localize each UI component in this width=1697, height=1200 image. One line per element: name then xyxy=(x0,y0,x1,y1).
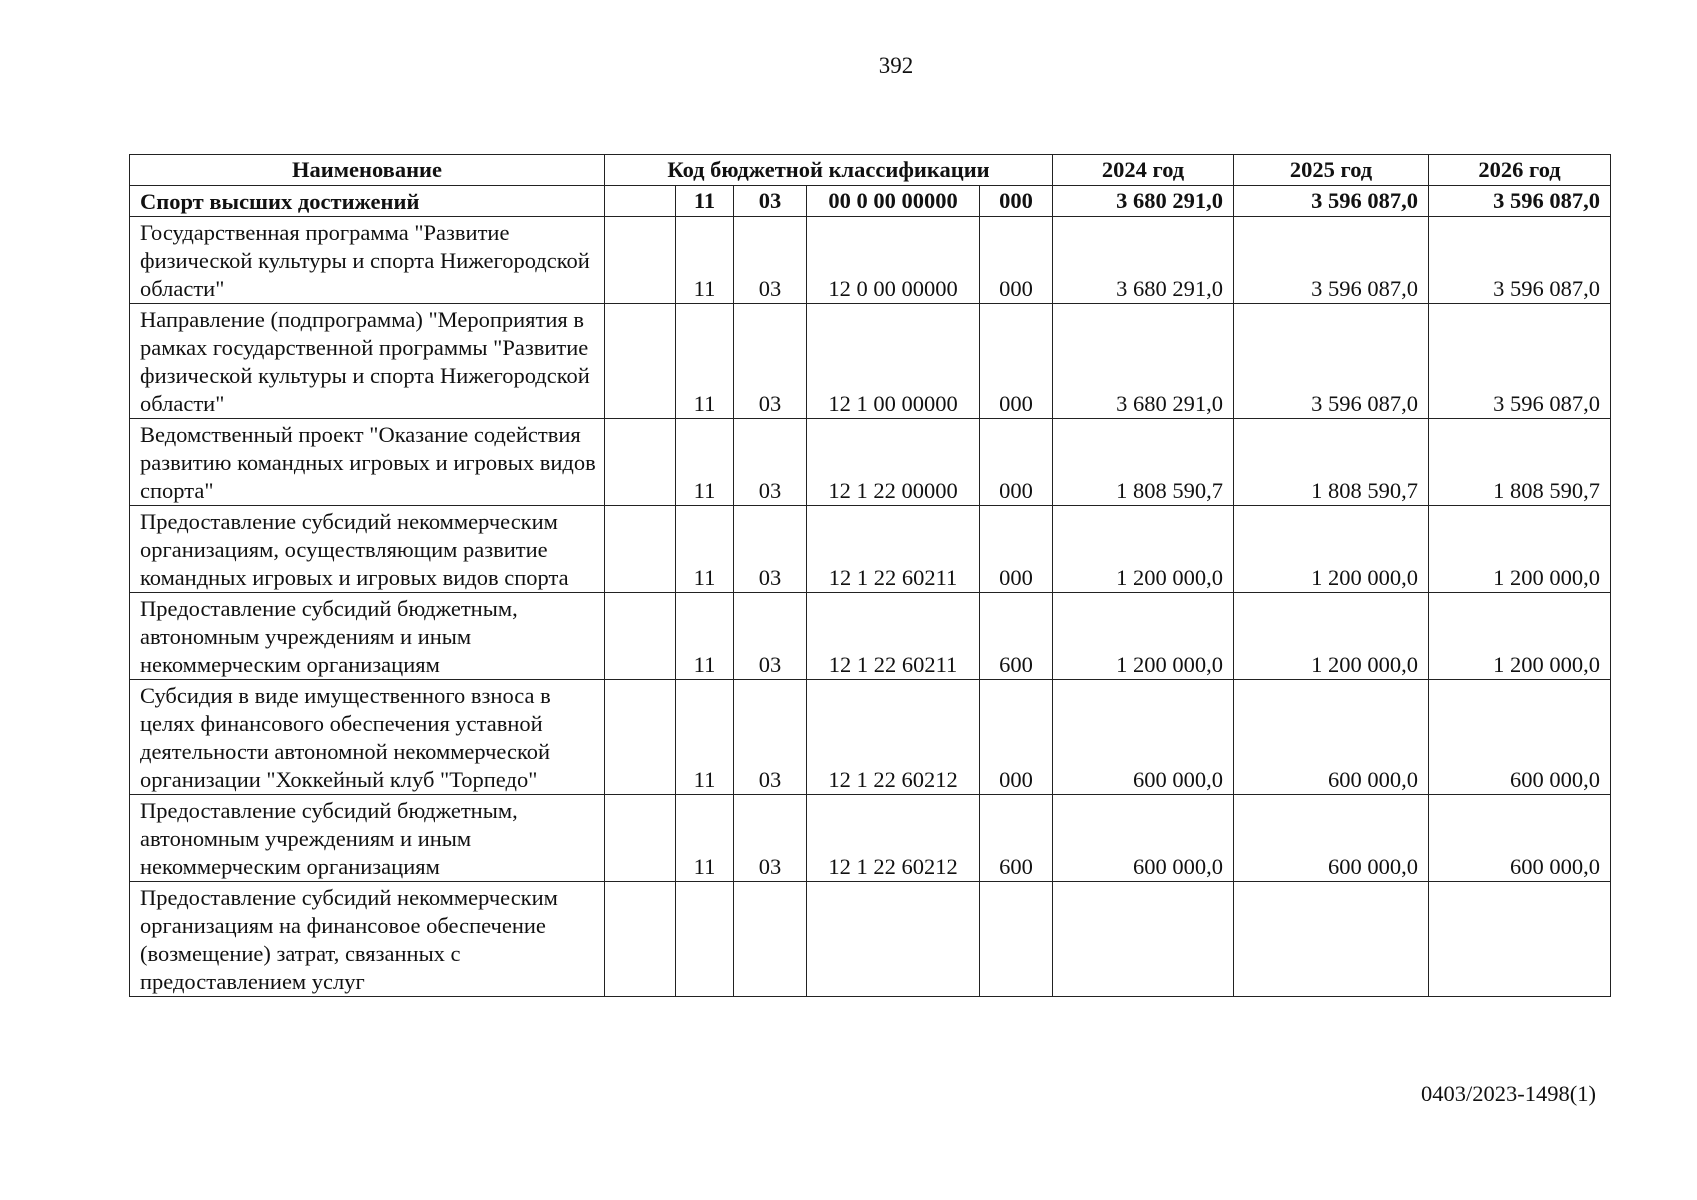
table-row xyxy=(130,186,1611,217)
row-code-target: 12 1 22 60212 xyxy=(807,680,980,795)
row-code-type: 000 xyxy=(980,186,1053,217)
row-code-target: 00 0 00 00000 xyxy=(807,186,980,217)
row-value-2025: 600 000,0 xyxy=(1234,795,1429,882)
row-code-section xyxy=(676,882,734,997)
row-code-type: 000 xyxy=(980,304,1053,419)
row-code-type: 000 xyxy=(980,217,1053,304)
row-value-2026: 3 596 087,0 xyxy=(1429,304,1611,419)
row-value-2025: 1 808 590,7 xyxy=(1234,419,1429,506)
row-code-blank xyxy=(605,186,676,217)
table-row xyxy=(130,795,1611,882)
row-value-2024: 600 000,0 xyxy=(1053,795,1234,882)
table-row xyxy=(130,217,1611,304)
row-code-subsection: 03 xyxy=(734,795,807,882)
row-code-subsection: 03 xyxy=(734,593,807,680)
row-value-2025: 3 596 087,0 xyxy=(1234,217,1429,304)
page-number: 392 xyxy=(878,53,914,78)
row-code-blank xyxy=(605,304,676,419)
row-name: Направление (подпрограмма) "Мероприятия в рамках государственной программы "Развитие физической культуры и спорта Нижегородской области" xyxy=(130,304,605,419)
row-name: Государственная программа "Развитие физической культуры и спорта Нижегородской области" xyxy=(130,217,605,304)
table-row xyxy=(130,419,1611,506)
row-code-target: 12 1 22 00000 xyxy=(807,419,980,506)
row-value-2026 xyxy=(1429,882,1611,997)
row-value-2025: 3 596 087,0 xyxy=(1234,304,1429,419)
table-row xyxy=(130,304,1611,419)
row-code-subsection: 03 xyxy=(734,186,807,217)
row-code-subsection: 03 xyxy=(734,680,807,795)
row-code-subsection: 03 xyxy=(734,419,807,506)
row-value-2026: 1 200 000,0 xyxy=(1429,593,1611,680)
row-value-2024: 1 200 000,0 xyxy=(1053,506,1234,593)
row-value-2024: 600 000,0 xyxy=(1053,680,1234,795)
row-value-2025: 1 200 000,0 xyxy=(1234,506,1429,593)
row-code-section: 11 xyxy=(676,795,734,882)
row-value-2025 xyxy=(1234,882,1429,997)
row-value-2026: 600 000,0 xyxy=(1429,795,1611,882)
header-2024: 2024 год xyxy=(1053,155,1234,186)
row-code-type: 600 xyxy=(980,795,1053,882)
row-code-target xyxy=(807,882,980,997)
row-code-blank xyxy=(605,680,676,795)
row-code-target: 12 1 22 60211 xyxy=(807,506,980,593)
row-name: Субсидия в виде имущественного взноса в целях финансового обеспечения уставной деятельности автономной некоммерческой организации "Хоккейный клуб "Торпедо" xyxy=(130,680,605,795)
row-code-section: 11 xyxy=(676,304,734,419)
row-value-2024: 3 680 291,0 xyxy=(1053,304,1234,419)
row-code-section: 11 xyxy=(676,506,734,593)
row-value-2024: 1 808 590,7 xyxy=(1053,419,1234,506)
row-value-2026: 1 808 590,7 xyxy=(1429,419,1611,506)
row-name: Предоставление субсидий бюджетным, автономным учреждениям и иным некоммерческим организациям xyxy=(130,593,605,680)
row-code-subsection: 03 xyxy=(734,217,807,304)
table-row xyxy=(130,680,1611,795)
row-value-2026: 3 596 087,0 xyxy=(1429,217,1611,304)
row-value-2025: 600 000,0 xyxy=(1234,680,1429,795)
table-header-row xyxy=(130,155,1611,186)
row-value-2024: 3 680 291,0 xyxy=(1053,186,1234,217)
header-2026: 2026 год xyxy=(1429,155,1611,186)
row-code-type: 000 xyxy=(980,680,1053,795)
row-code-blank xyxy=(605,506,676,593)
row-code-type: 000 xyxy=(980,419,1053,506)
row-code-subsection: 03 xyxy=(734,304,807,419)
row-name: Ведомственный проект "Оказание содействия развитию командных игровых и игровых видов спорта" xyxy=(130,419,605,506)
row-name: Предоставление субсидий некоммерческим организациям на финансовое обеспечение (возмещение) затрат, связанных с предоставлением услуг xyxy=(130,882,605,997)
row-value-2024: 1 200 000,0 xyxy=(1053,593,1234,680)
header-name: Наименование xyxy=(130,155,605,186)
table-row xyxy=(130,506,1611,593)
table-row xyxy=(130,593,1611,680)
row-code-section: 11 xyxy=(676,186,734,217)
row-code-target: 12 1 22 60211 xyxy=(807,593,980,680)
header-code: Код бюджетной классификации xyxy=(605,155,1053,186)
row-code-section: 11 xyxy=(676,217,734,304)
row-code-type: 600 xyxy=(980,593,1053,680)
row-code-section: 11 xyxy=(676,680,734,795)
row-name: Предоставление субсидий некоммерческим организациям, осуществляющим развитие командных игровых и игровых видов спорта xyxy=(130,506,605,593)
row-value-2026: 3 596 087,0 xyxy=(1429,186,1611,217)
row-value-2025: 3 596 087,0 xyxy=(1234,186,1429,217)
row-value-2026: 1 200 000,0 xyxy=(1429,506,1611,593)
row-code-type: 000 xyxy=(980,506,1053,593)
row-code-blank xyxy=(605,795,676,882)
document-number: 0403/2023-1498(1) xyxy=(1421,1081,1596,1106)
row-code-section: 11 xyxy=(676,593,734,680)
budget-table xyxy=(129,154,1611,997)
row-code-section: 11 xyxy=(676,419,734,506)
table-row xyxy=(130,882,1611,997)
row-code-blank xyxy=(605,217,676,304)
row-code-blank xyxy=(605,419,676,506)
row-code-target: 12 0 00 00000 xyxy=(807,217,980,304)
row-code-type xyxy=(980,882,1053,997)
header-2025: 2025 год xyxy=(1234,155,1429,186)
row-code-target: 12 1 00 00000 xyxy=(807,304,980,419)
row-code-blank xyxy=(605,882,676,997)
row-code-blank xyxy=(605,593,676,680)
row-name: Спорт высших достижений xyxy=(130,186,605,217)
row-code-subsection xyxy=(734,882,807,997)
row-value-2024: 3 680 291,0 xyxy=(1053,217,1234,304)
row-code-subsection: 03 xyxy=(734,506,807,593)
row-value-2026: 600 000,0 xyxy=(1429,680,1611,795)
row-value-2024 xyxy=(1053,882,1234,997)
row-name: Предоставление субсидий бюджетным, автономным учреждениям и иным некоммерческим организациям xyxy=(130,795,605,882)
row-value-2025: 1 200 000,0 xyxy=(1234,593,1429,680)
row-code-target: 12 1 22 60212 xyxy=(807,795,980,882)
